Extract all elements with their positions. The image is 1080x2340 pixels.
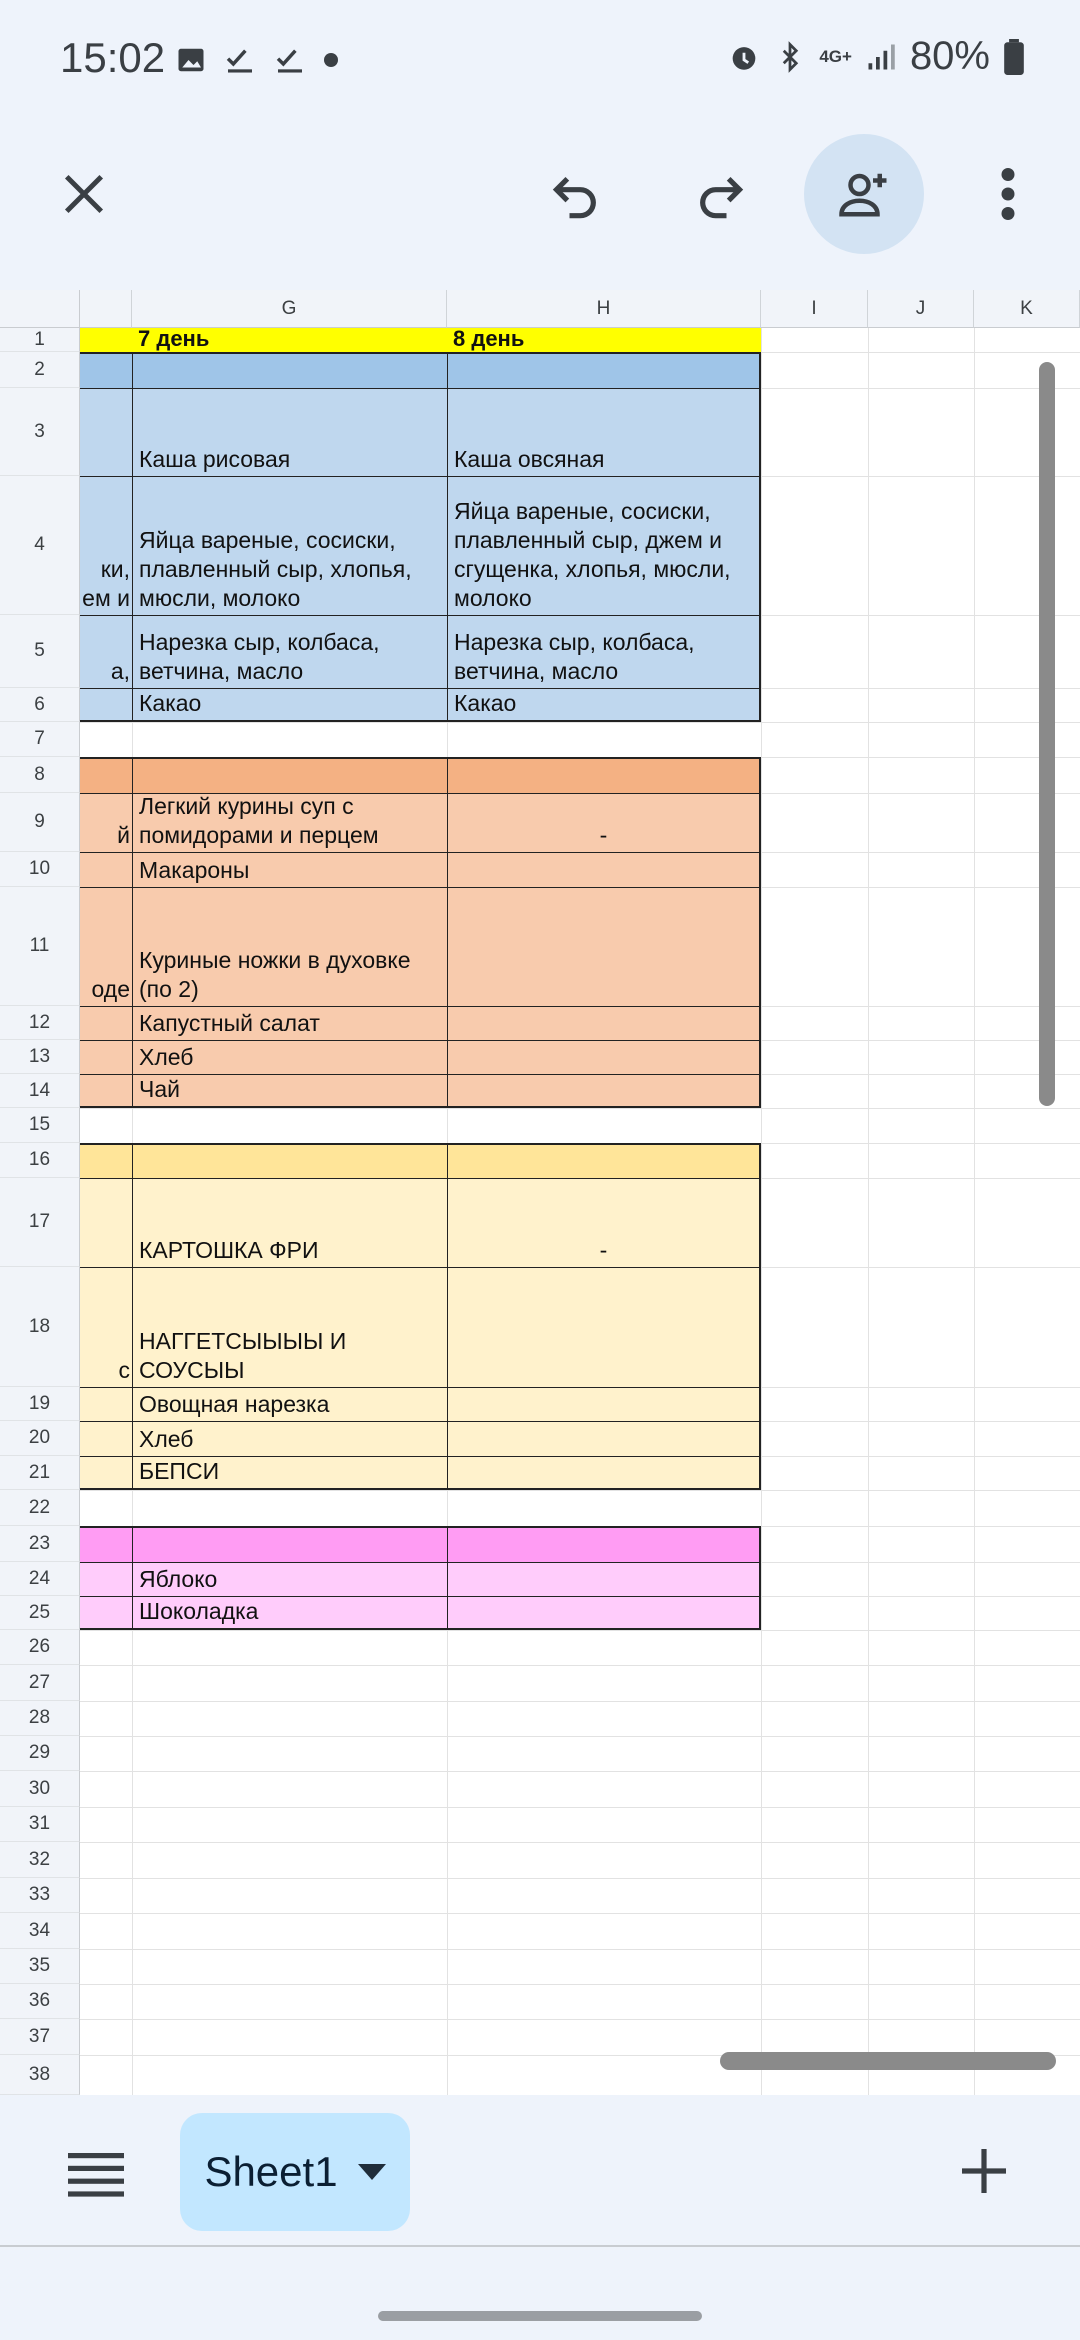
top-toolbar — [0, 120, 1080, 290]
grid-corner — [0, 290, 80, 328]
add-person-icon — [837, 167, 891, 221]
row-header[interactable]: 35 — [0, 1949, 80, 1984]
grid-row-line — [80, 1630, 1080, 1631]
close-button[interactable] — [24, 134, 144, 254]
cell-f11[interactable]: оде — [80, 887, 132, 1006]
cell-h23[interactable] — [447, 1526, 761, 1562]
sheet-tab-sheet1[interactable] — [180, 2113, 410, 2231]
grid-row-line — [80, 1984, 1080, 1985]
grid-col-line — [974, 328, 975, 2095]
row-header[interactable]: 18 — [0, 1267, 80, 1387]
alarm-icon — [727, 40, 761, 74]
row-header[interactable]: 30 — [0, 1771, 80, 1807]
grid-row-line — [80, 2019, 1080, 2020]
row-header[interactable]: 11 — [0, 887, 80, 1006]
cell-h5[interactable]: Нарезка сыр, колбаса, ветчина, масло — [447, 615, 761, 688]
battery-percent: 80% — [909, 34, 990, 78]
cell-h25[interactable] — [447, 1596, 761, 1630]
cell-h11[interactable] — [447, 887, 761, 1006]
bluetooth-icon — [775, 40, 805, 74]
grid-row-line — [80, 1665, 1080, 1666]
cell-h12[interactable] — [447, 1006, 761, 1040]
cell-g3[interactable]: Каша рисовая — [132, 388, 447, 476]
row-header[interactable]: 10 — [0, 852, 80, 887]
grid-col-line — [761, 328, 762, 2095]
redo-button[interactable] — [660, 134, 780, 254]
cell-f1[interactable] — [80, 328, 132, 352]
cell-g16[interactable] — [132, 1143, 447, 1178]
cell-h1[interactable]: 8 день — [447, 328, 761, 352]
cell-h17[interactable]: - — [447, 1178, 761, 1267]
column-header-k[interactable]: K — [974, 290, 1080, 328]
status-bar — [0, 0, 1080, 120]
redo-icon — [694, 168, 746, 220]
row-header[interactable]: 15 — [0, 1108, 80, 1143]
grid-row-line — [80, 1949, 1080, 1950]
cell-f20[interactable] — [80, 1421, 132, 1456]
cell-h2[interactable] — [447, 352, 761, 388]
row-header[interactable]: 17 — [0, 1178, 80, 1267]
close-icon — [61, 171, 107, 217]
cell-f3[interactable] — [80, 388, 132, 476]
row-header[interactable]: 37 — [0, 2019, 80, 2055]
row-header[interactable]: 9 — [0, 793, 80, 852]
cell-f10[interactable] — [80, 852, 132, 887]
cell-f12[interactable] — [80, 1006, 132, 1040]
cell-g24[interactable]: Яблоко — [132, 1562, 447, 1596]
cell-g4[interactable]: Яйца вареные, сосиски, плавленный сыр, хлопья, мюсли, молоко — [132, 476, 447, 615]
column-header-j[interactable]: J — [868, 290, 974, 328]
row-header[interactable]: 23 — [0, 1526, 80, 1562]
row-header[interactable]: 22 — [0, 1490, 80, 1526]
cell-g8[interactable] — [132, 757, 447, 793]
cell-h24[interactable] — [447, 1562, 761, 1596]
cell-f21[interactable] — [80, 1456, 132, 1490]
row-header[interactable]: 21 — [0, 1456, 80, 1490]
cell-f5[interactable]: а, — [80, 615, 132, 688]
row-header[interactable]: 27 — [0, 1665, 80, 1701]
undo-icon — [550, 168, 602, 220]
grid-row-line — [80, 1913, 1080, 1914]
grid-col-line — [868, 328, 869, 2095]
cell-h20[interactable] — [447, 1421, 761, 1456]
cell-g13[interactable]: Хлеб — [132, 1040, 447, 1074]
more-vertical-icon — [998, 168, 1018, 220]
cell-h21[interactable] — [447, 1456, 761, 1490]
cell-h9[interactable]: - — [447, 793, 761, 852]
cell-g17[interactable]: КАРТОШКА ФРИ — [132, 1178, 447, 1267]
cell-f18[interactable]: с — [80, 1267, 132, 1387]
cell-g6[interactable]: Какао — [132, 688, 447, 722]
cell-h8[interactable] — [447, 757, 761, 793]
cell-h13[interactable] — [447, 1040, 761, 1074]
cell-f19[interactable] — [80, 1387, 132, 1421]
cell-f9[interactable]: й — [80, 793, 132, 852]
cell-h6[interactable]: Какао — [447, 688, 761, 722]
grid-row-line — [80, 1736, 1080, 1737]
grid-row-line — [80, 1807, 1080, 1808]
cell-g10[interactable]: Макароны — [132, 852, 447, 887]
grid-row-line — [80, 1108, 1080, 1109]
cell-g12[interactable]: Капустный салат — [132, 1006, 447, 1040]
column-header-h[interactable]: H — [447, 290, 761, 328]
cell-g23[interactable] — [132, 1526, 447, 1562]
column-header-f[interactable] — [80, 290, 132, 328]
cell-h18[interactable] — [447, 1267, 761, 1387]
row-header[interactable]: 20 — [0, 1421, 80, 1456]
cell-f13[interactable] — [80, 1040, 132, 1074]
cell-h16[interactable] — [447, 1143, 761, 1178]
more-notifications-dot-icon — [324, 53, 338, 67]
row-header[interactable]: 6 — [0, 688, 80, 722]
sheets-list-icon — [68, 2153, 124, 2197]
network-type: 4G+ — [819, 46, 852, 66]
cell-h10[interactable] — [447, 852, 761, 887]
add-sheet-icon — [960, 2147, 1008, 2195]
cell-f24[interactable] — [80, 1562, 132, 1596]
row-header[interactable]: 31 — [0, 1807, 80, 1842]
sheets-list-button[interactable] — [56, 2135, 136, 2215]
cell-g25[interactable]: Шоколадка — [132, 1596, 447, 1630]
sheet-tab-label: Sheet1 — [204, 2148, 338, 2195]
add-sheet-button[interactable] — [944, 2131, 1024, 2211]
image-notification-icon — [176, 45, 206, 75]
row-header[interactable]: 28 — [0, 1701, 80, 1736]
share-button[interactable] — [804, 134, 924, 254]
cell-g18[interactable]: НАГГЕТСЫЫЫЫ И СОУСЫЫ — [132, 1267, 447, 1387]
row-header[interactable]: 24 — [0, 1562, 80, 1596]
spreadsheet-grid[interactable] — [0, 290, 1080, 2095]
row-header[interactable]: 29 — [0, 1736, 80, 1771]
row-header[interactable]: 7 — [0, 722, 80, 757]
grid-row-line — [80, 1842, 1080, 1843]
row-header[interactable]: 16 — [0, 1143, 80, 1178]
row-header[interactable]: 32 — [0, 1842, 80, 1878]
cell-h19[interactable] — [447, 1387, 761, 1421]
status-time: 15:02 — [60, 34, 166, 81]
cell-f23[interactable] — [80, 1526, 132, 1562]
grid-row-line — [80, 1878, 1080, 1879]
cell-f2[interactable] — [80, 352, 132, 388]
cell-f14[interactable] — [80, 1074, 132, 1108]
cell-f16[interactable] — [80, 1143, 132, 1178]
row-header[interactable]: 25 — [0, 1596, 80, 1630]
cell-g9[interactable]: Легкий курины суп с помидорами и перцем — [132, 793, 447, 852]
row-header[interactable]: 12 — [0, 1006, 80, 1040]
row-header[interactable]: 2 — [0, 352, 80, 388]
row-header[interactable]: 36 — [0, 1984, 80, 2019]
cell-g11[interactable]: Куриные ножки в духовке (по 2) — [132, 887, 447, 1006]
cell-f25[interactable] — [80, 1596, 132, 1630]
grid-row-line — [80, 1771, 1080, 1772]
task-done-icon-2 — [274, 44, 306, 76]
more-options-button[interactable] — [948, 134, 1068, 254]
row-header[interactable]: 8 — [0, 757, 80, 793]
undo-button[interactable] — [516, 134, 636, 254]
row-header[interactable]: 13 — [0, 1040, 80, 1074]
cell-g20[interactable]: Хлеб — [132, 1421, 447, 1456]
home-indicator[interactable] — [378, 2311, 702, 2321]
row-header[interactable]: 3 — [0, 388, 80, 476]
row-header[interactable]: 19 — [0, 1387, 80, 1421]
sheet-tabs-bar — [0, 2095, 1080, 2245]
column-header-i[interactable]: I — [761, 290, 868, 328]
cell-g21[interactable]: БЕПСИ — [132, 1456, 447, 1490]
status-right — [727, 34, 1024, 79]
vertical-scrollbar[interactable] — [1039, 362, 1055, 1106]
cell-h14[interactable] — [447, 1074, 761, 1108]
cell-f4[interactable]: ки, ем и — [80, 476, 132, 615]
grid-row-line — [80, 1701, 1080, 1702]
cell-f6[interactable] — [80, 688, 132, 722]
column-header-g[interactable]: G — [132, 290, 447, 328]
cell-h3[interactable]: Каша овсяная — [447, 388, 761, 476]
grid-row-line — [80, 722, 1080, 723]
row-header[interactable]: 38 — [0, 2055, 80, 2095]
row-header[interactable]: 4 — [0, 476, 80, 615]
row-header[interactable]: 33 — [0, 1878, 80, 1913]
cell-g1[interactable]: 7 день — [132, 328, 447, 352]
grid-row-line — [80, 1490, 1080, 1491]
cell-g5[interactable]: Нарезка сыр, колбаса, ветчина, масло — [132, 615, 447, 688]
cell-g2[interactable] — [132, 352, 447, 388]
row-header[interactable]: 1 — [0, 328, 80, 352]
row-header[interactable]: 5 — [0, 615, 80, 688]
cell-h4[interactable]: Яйца вареные, сосиски, плавленный сыр, джем и сгущенка, хлопья, мюсли, молоко — [447, 476, 761, 615]
cell-g19[interactable]: Овощная нарезка — [132, 1387, 447, 1421]
dropdown-arrow-icon — [358, 2164, 386, 2180]
battery-icon — [1004, 39, 1024, 75]
cell-g14[interactable]: Чай — [132, 1074, 447, 1108]
signal-icon — [866, 41, 896, 73]
cell-f8[interactable] — [80, 757, 132, 793]
horizontal-scrollbar[interactable] — [720, 2052, 1056, 2070]
notification-icons — [176, 44, 338, 76]
row-header[interactable]: 26 — [0, 1630, 80, 1665]
row-header[interactable]: 14 — [0, 1074, 80, 1108]
bottom-divider — [0, 2245, 1080, 2247]
cell-f17[interactable] — [80, 1178, 132, 1267]
row-header[interactable]: 34 — [0, 1913, 80, 1949]
task-done-icon — [224, 44, 256, 76]
